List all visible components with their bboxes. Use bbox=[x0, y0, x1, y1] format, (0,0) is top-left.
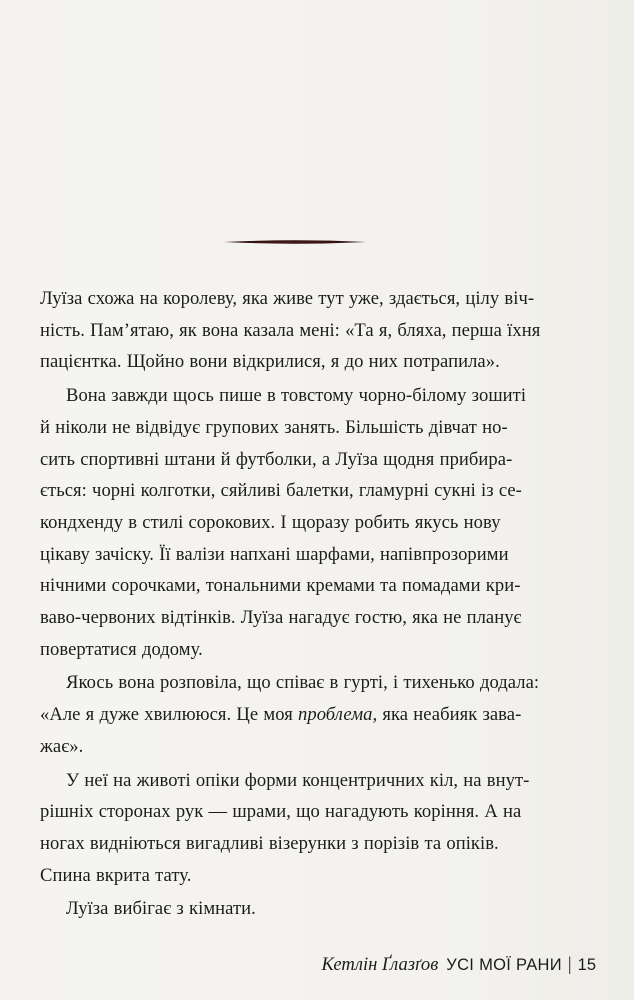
text-line: Вона завжди щось пише в товстому чорно-білому зошиті bbox=[66, 385, 527, 407]
paragraph bbox=[40, 380, 569, 665]
footer-author: Кетлін Ґлазґов bbox=[321, 954, 439, 975]
text-line: У неї на животі опіки форми концентричних кіл, на внут- bbox=[66, 769, 530, 791]
text-line: жає». bbox=[40, 735, 84, 757]
paragraph bbox=[40, 283, 569, 378]
divider-line-graphic bbox=[224, 239, 366, 245]
footer-book-title: УСІ МОЇ РАНИ bbox=[446, 956, 562, 974]
text-line: Луїза схожа на королеву, яка живе тут уже, здається, цілу віч- bbox=[40, 288, 535, 309]
emphasized-word: проблема, bbox=[298, 704, 378, 726]
text-line: ність. Пам’ятаю, як вона казала мені: «Та я, бляха, перша їхня bbox=[40, 319, 541, 341]
text-line: нічними сорочками, тональними кремами та помадами кри- bbox=[40, 575, 521, 597]
text-line: й ніколи не відвідує групових занять. Більшість дівчат но- bbox=[40, 416, 508, 438]
text-line: Якось вона розповіла, що співає в гурті, і тихенько додала: bbox=[66, 672, 540, 694]
text-line: сить спортивні штани й футболки, а Луїза щодня прибира- bbox=[40, 448, 513, 470]
running-footer bbox=[322, 953, 596, 977]
text-line: ногах видніються вигадливі візерунки з порізів та опіків. bbox=[40, 832, 499, 854]
text-line: ється: чорні колготки, сяйливі балетки, гламурні сукні із се- bbox=[40, 480, 522, 502]
section-divider-ornament bbox=[224, 239, 366, 245]
text-line: пацієнтка. Щойно вони відкрилися, я до них потрапила». bbox=[40, 351, 500, 373]
text-line: рішніх сторонах рук — шрами, що нагадують коріння. А на bbox=[40, 801, 522, 823]
text-line: Спина вкрита тату. bbox=[40, 864, 192, 886]
page-number: 15 bbox=[577, 956, 596, 974]
text-line: «Але я дуже хвилююся. Це моя bbox=[40, 704, 298, 726]
text-line: кондхенду в стилі сорокових. І щоразу робить якусь нову bbox=[40, 511, 501, 533]
text-line: Луїза вибігає з кімнати. bbox=[66, 898, 256, 920]
paragraph bbox=[40, 667, 569, 762]
text-line: цікаву зачіску. Її валізи напхані шарфами, напівпрозорими bbox=[40, 543, 509, 565]
footer-separator: | bbox=[567, 954, 572, 975]
paragraph bbox=[40, 765, 569, 892]
text-line: повертатися додому. bbox=[40, 638, 203, 660]
paragraph bbox=[40, 893, 569, 925]
text-line: яка неабияк зава- bbox=[377, 704, 522, 726]
body-text bbox=[40, 283, 569, 927]
text-line: ваво-червоних відтінків. Луїза нагадує гостю, яка не планує bbox=[40, 607, 522, 629]
